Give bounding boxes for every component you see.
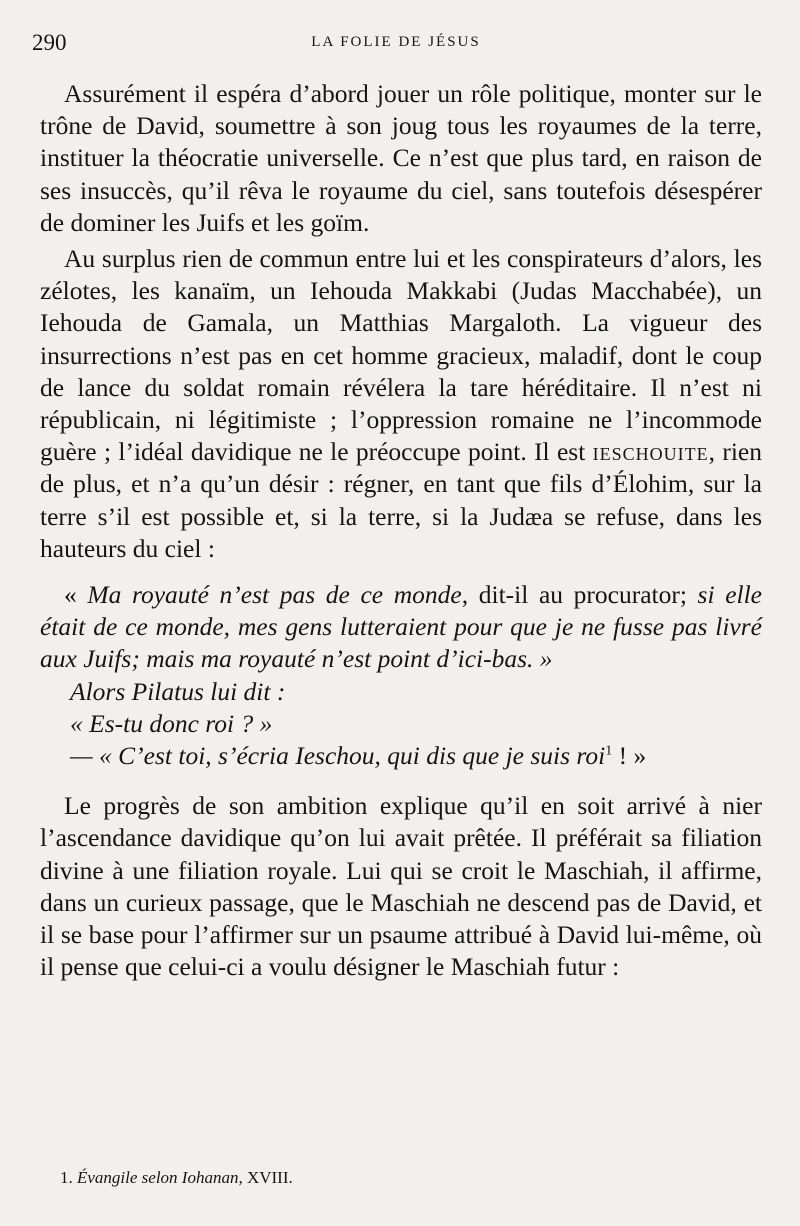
quote-speech <box>40 579 762 676</box>
footnote <box>60 1168 293 1188</box>
page-number: 290 <box>32 30 67 55</box>
page-header <box>32 30 760 60</box>
quote-part-2: si elle était de ce monde, mes gens lutteraient pour que je ne fusse pas livré aux Juifs; mais ma royauté n’est point d’ici-bas. » <box>40 580 762 674</box>
quote-line-pilatus: Alors Pilatus lui dit : <box>70 676 286 706</box>
footnote-number: 1. <box>60 1168 73 1187</box>
footnote-marker: 1 <box>605 743 613 759</box>
footnote-chapter: XVIII. <box>246 1168 293 1187</box>
quote-answer-text: — « C’est toi, s’écria Ieschou, qui dis que je suis roi <box>70 741 606 771</box>
paragraph-3: Le progrès de son ambition explique qu’il en soit arrivé à nier l’ascendance davidique qu’on lui avait prêtée. Il préférait sa filiation divine à une filiation royale. Lui qui se croit le Maschiah, il affirme, dans un curieux passage, que le Maschiah ne descend pas de David, et il se base pour l’affirmer sur un psaume attribué à David lui-même, où il pense que celui-ci a voulu désigner le Maschiah futur : <box>40 791 762 982</box>
running-title: LA FOLIE DE JÉSUS <box>311 34 481 50</box>
quote-part-1: Ma royauté n’est pas de ce monde, <box>87 580 469 610</box>
quote-open-mark: « <box>64 580 88 610</box>
paragraph-2 <box>40 243 762 565</box>
quote-narration: dit-il au procurator; <box>468 580 687 610</box>
paragraph-2-part-a: Au surplus rien de commun entre lui et les conspirateurs d’alors, les zélotes, les kanaïm, un Iehouda Makkabi (Judas Macchabée), un Iehouda de Gamala, un Matthias Margaloth. La vigueur des insurrections n’est pas en cet homme gracieux, maladif, dont le coup de lance du soldat romain révélera la tare héréditaire. Il n’est ni républicain, ni légitimiste ; l’oppression romaine ne l’incommode guère ; l’idéal davidique ne le préoccupe point. Il est <box>40 244 762 467</box>
footnote-source: Évangile selon Iohanan, <box>77 1168 243 1187</box>
quote-line-question: « Es-tu donc roi ? » <box>70 708 273 738</box>
paragraph-2-part-b: , rien de plus, et n’a qu’un désir : régner, en tant que fils d’Élohim, sur la terre s’il est possible et, si la terre, si la Judæa se refuse, dans les hauteurs du ciel : <box>40 437 762 563</box>
quote-line-answer <box>40 740 762 772</box>
quote-answer-end: ! » <box>612 741 647 771</box>
body-text <box>40 78 762 983</box>
quotation-block <box>40 579 762 772</box>
ieschouite-term: ieschouite <box>592 437 709 467</box>
paragraph-1: Assurément il espéra d’abord jouer un rôle politique, monter sur le trône de David, soumettre à son joug tous les royaumes de la terre, instituer la théocratie universelle. Ce n’est que plus tard, en raison de ses insuccès, qu’il rêva le royaume du ciel, sans toutefois désespérer de dominer les Juifs et les goïm. <box>40 79 762 237</box>
